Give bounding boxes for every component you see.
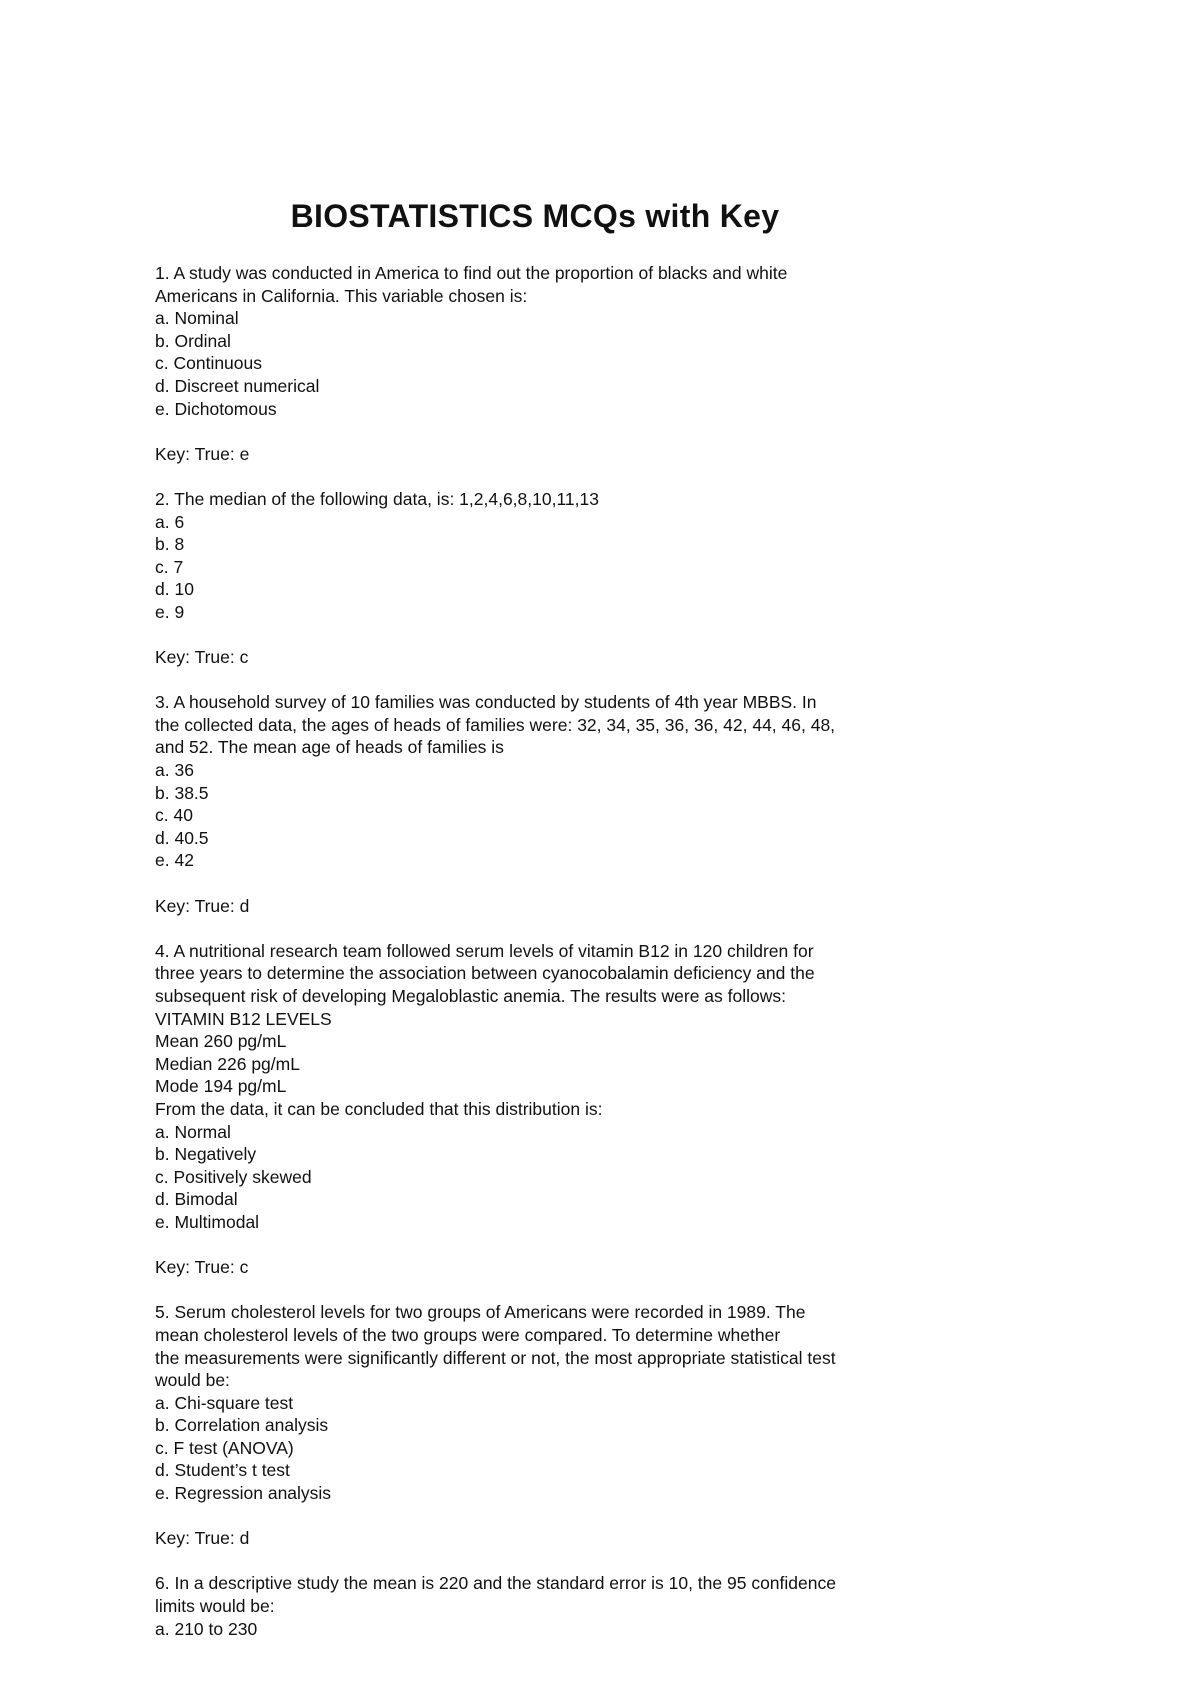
answer-option: a. Nominal [155,308,239,329]
question-4 [155,940,935,1279]
answer-key: Key: True: d [155,895,250,916]
question-text-line: and 52. The mean age of heads of families is [155,737,504,758]
answer-option: c. 40 [155,805,193,826]
answer-option: b. 38.5 [155,782,209,803]
question-text-line: 2. The median of the following data, is: 1,2,4,6,8,10,11,13 [155,488,599,509]
answer-option: d. Discreet numerical [155,375,320,396]
question-text-line: From the data, it can be concluded that this distribution is: [155,1098,603,1119]
answer-option: d. 40.5 [155,827,209,848]
answer-option: c. Continuous [155,353,263,374]
answer-option: b. Negatively [155,1144,257,1165]
answer-option: e. 9 [155,601,185,622]
question-text-line: 6. In a descriptive study the mean is 220 and the standard error is 10, the 95 confidence [155,1573,836,1594]
question-text-line: would be: [155,1370,230,1391]
answer-option: e. Multimodal [155,1211,260,1232]
question-text-line: 3. A household survey of 10 families was conducted by students of 4th year MBBS. In [155,692,817,713]
answer-option: e. Dichotomous [155,398,277,419]
answer-option: b. Ordinal [155,330,231,351]
question-text [155,1572,935,1617]
answer-option: a. 210 to 230 [155,1618,258,1639]
question-text-line: subsequent risk of developing Megaloblastic anemia. The results were as follows: [155,986,786,1006]
answer-options [155,1121,935,1234]
answer-option: c. 7 [155,556,184,577]
answer-option: c. F test (ANOVA) [155,1437,294,1458]
question-text-line: limits would be: [155,1596,275,1617]
question-text [155,262,935,307]
question-text-line: three years to determine the association between cyanocobalamin deficiency and the [155,963,815,984]
question-list [155,262,935,1663]
answer-key: Key: True: d [155,1528,250,1549]
question-text-line: Mean 260 pg/mL [155,1031,287,1052]
question-text-line: 5. Serum cholesterol levels for two groups of Americans were recorded in 1989. The [155,1302,806,1323]
question-text-line: 4. A nutritional research team followed serum levels of vitamin B12 in 120 children for [155,940,814,961]
question-text-line: 1. A study was conducted in America to find out the proportion of blacks and white [155,263,788,283]
answer-options [155,307,935,420]
question-5 [155,1301,935,1550]
answer-option: a. Normal [155,1121,231,1142]
document-title: BIOSTATISTICS MCQs with Key [290,198,780,234]
answer-option: a. Chi-square test [155,1392,294,1413]
question-3 [155,691,935,917]
answer-key: Key: True: c [155,1257,249,1278]
question-text [155,1301,935,1391]
question-text [155,940,935,1121]
answer-options [155,1392,935,1505]
question-text-line: Median 226 pg/mL [155,1053,300,1074]
question-text-line: the measurements were significantly different or not, the most appropriate statistical test [155,1347,836,1368]
answer-option: a. 6 [155,511,185,532]
answer-option: d. Student’s t test [155,1460,290,1481]
answer-option: d. Bimodal [155,1189,238,1210]
answer-key: Key: True: e [155,443,250,464]
answer-option: e. 42 [155,850,194,871]
answer-options [155,1618,935,1641]
question-text-line: Mode 194 pg/mL [155,1076,287,1097]
answer-option: a. 36 [155,760,194,781]
answer-option: d. 10 [155,579,194,600]
answer-option: b. 8 [155,534,185,555]
question-text [155,488,935,511]
question-text-line: mean cholesterol levels of the two groups were compared. To determine whether [155,1324,781,1345]
answer-key: Key: True: c [155,647,249,668]
question-text-line: VITAMIN B12 LEVELS [155,1008,332,1029]
question-2 [155,488,935,669]
answer-options [155,511,935,624]
question-text-line: Americans in California. This variable chosen is: [155,285,528,306]
question-text [155,691,935,759]
answer-option: b. Correlation analysis [155,1415,329,1436]
answer-option: c. Positively skewed [155,1166,312,1187]
question-6 [155,1572,935,1640]
answer-option: e. Regression analysis [155,1483,332,1504]
answer-options [155,759,935,872]
question-1 [155,262,935,465]
question-text-line: the collected data, the ages of heads of families were: 32, 34, 35, 36, 36, 42, 44, 46, 48, [155,714,836,735]
